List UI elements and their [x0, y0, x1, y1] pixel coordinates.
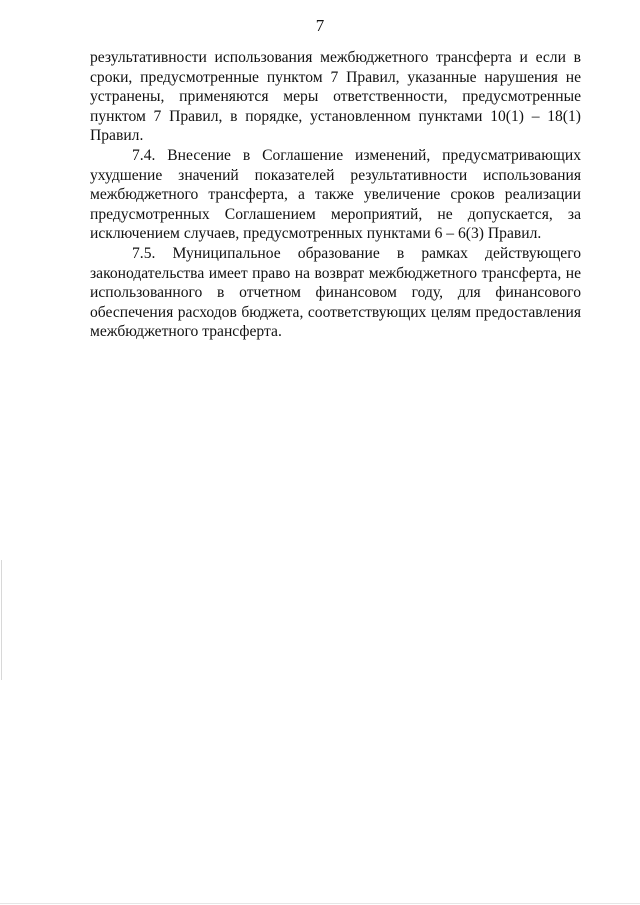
page-number: 7 — [315, 16, 325, 35]
paragraph-continuation: результативности использования межбюджетного трансферта и если в сроки, предусмотренные пунктом 7 Правил, указанные нарушения не устранены, применяются меры ответственности, предусмотренные пунктом 7 Правил, в порядке, установленном пунктами 10(1) – 18(1) Правил. — [90, 49, 581, 145]
scan-bottom-edge — [0, 903, 640, 904]
scan-edge-mark — [1, 560, 2, 680]
paragraph-clause-7-5: 7.5. Муниципальное образование в рамках действующего законодательства имеет право на возврат межбюджетного трансферта, не использованного в отчетном финансовом году, для финансового обеспечения расходов бюджета, соответствующих целям предоставления межбюджетного трансферта. — [90, 244, 581, 341]
document-body — [90, 48, 581, 342]
paragraph-clause-7-4: 7.4. Внесение в Соглашение изменений, предусматривающих ухудшение значений показателей результативности использования межбюджетного трансферта, а также увеличение сроков реализации предусмотренных Соглашением мероприятий, не допускается, за исключением случаев, предусмотренных пунктами 6 – 6(3) Правил. — [90, 146, 581, 243]
